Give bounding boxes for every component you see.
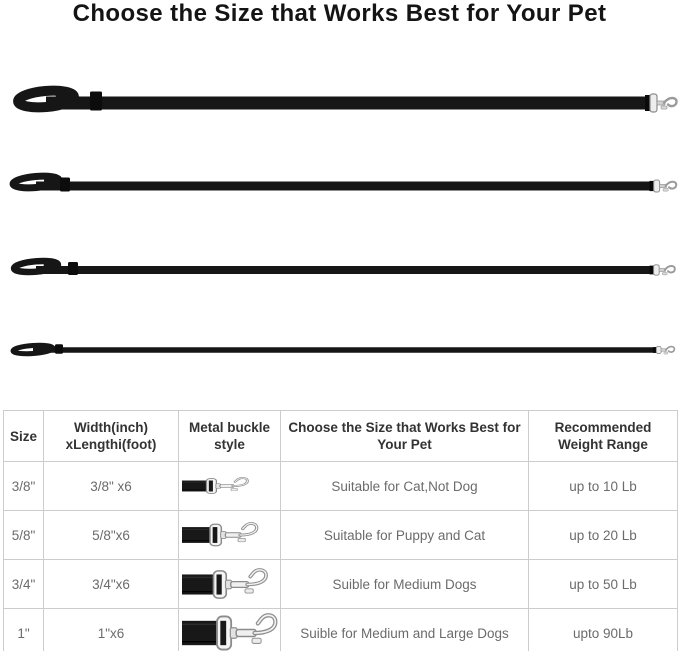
weight-cell: up to 10 Lb <box>529 462 678 511</box>
weight-cell: up to 20 Lb <box>529 511 678 560</box>
bolt-snap-hook-icon <box>182 568 272 601</box>
col-header-weight-range: Recommended Weight Range <box>529 411 678 462</box>
size-cell: 3/8" <box>4 462 44 511</box>
suitability-cell: Suitable for Puppy and Cat <box>281 511 529 560</box>
col-header-size: Size <box>4 411 44 462</box>
table-row-4 <box>4 609 678 651</box>
bolt-snap-hook-icon <box>182 613 281 651</box>
weight-cell: upto 90Lb <box>529 609 678 651</box>
dimensions-cell: 3/8" x6 <box>44 462 179 511</box>
weight-cell: up to 50 Lb <box>529 560 678 609</box>
buckle-cell <box>179 560 281 609</box>
buckle-cell <box>179 609 281 651</box>
size-cell: 1" <box>4 609 44 651</box>
table-row-2 <box>4 511 678 560</box>
suitability-cell: Suible for Medium and Large Dogs <box>281 609 529 651</box>
bolt-snap-hook-icon <box>182 477 252 495</box>
leash-image-3 <box>0 247 679 293</box>
col-header-buckle-style: Metal buckle style <box>179 411 281 462</box>
table-row-3 <box>4 560 678 609</box>
dimensions-cell: 1"x6 <box>44 609 179 651</box>
col-header-width-length: Width(inch) xLengthi(foot) <box>44 411 179 462</box>
bolt-snap-hook-icon <box>182 522 262 548</box>
table-header-row <box>4 411 678 462</box>
size-comparison-table <box>3 410 678 651</box>
leash-image-2 <box>0 163 679 209</box>
dimensions-cell: 3/4"x6 <box>44 560 179 609</box>
leash-image-1 <box>0 80 679 126</box>
page-title: Choose the Size that Works Best for Your Pet <box>72 0 607 27</box>
suitability-cell: Suitable for Cat,Not Dog <box>281 462 529 511</box>
table-row-1 <box>4 462 678 511</box>
size-cell: 5/8" <box>4 511 44 560</box>
buckle-cell <box>179 462 281 511</box>
buckle-cell <box>179 511 281 560</box>
leash-image-4 <box>0 327 679 373</box>
size-cell: 3/4" <box>4 560 44 609</box>
col-header-suitability: Choose the Size that Works Best for Your Pet <box>281 411 529 462</box>
suitability-cell: Suible for Medium Dogs <box>281 560 529 609</box>
dimensions-cell: 5/8"x6 <box>44 511 179 560</box>
